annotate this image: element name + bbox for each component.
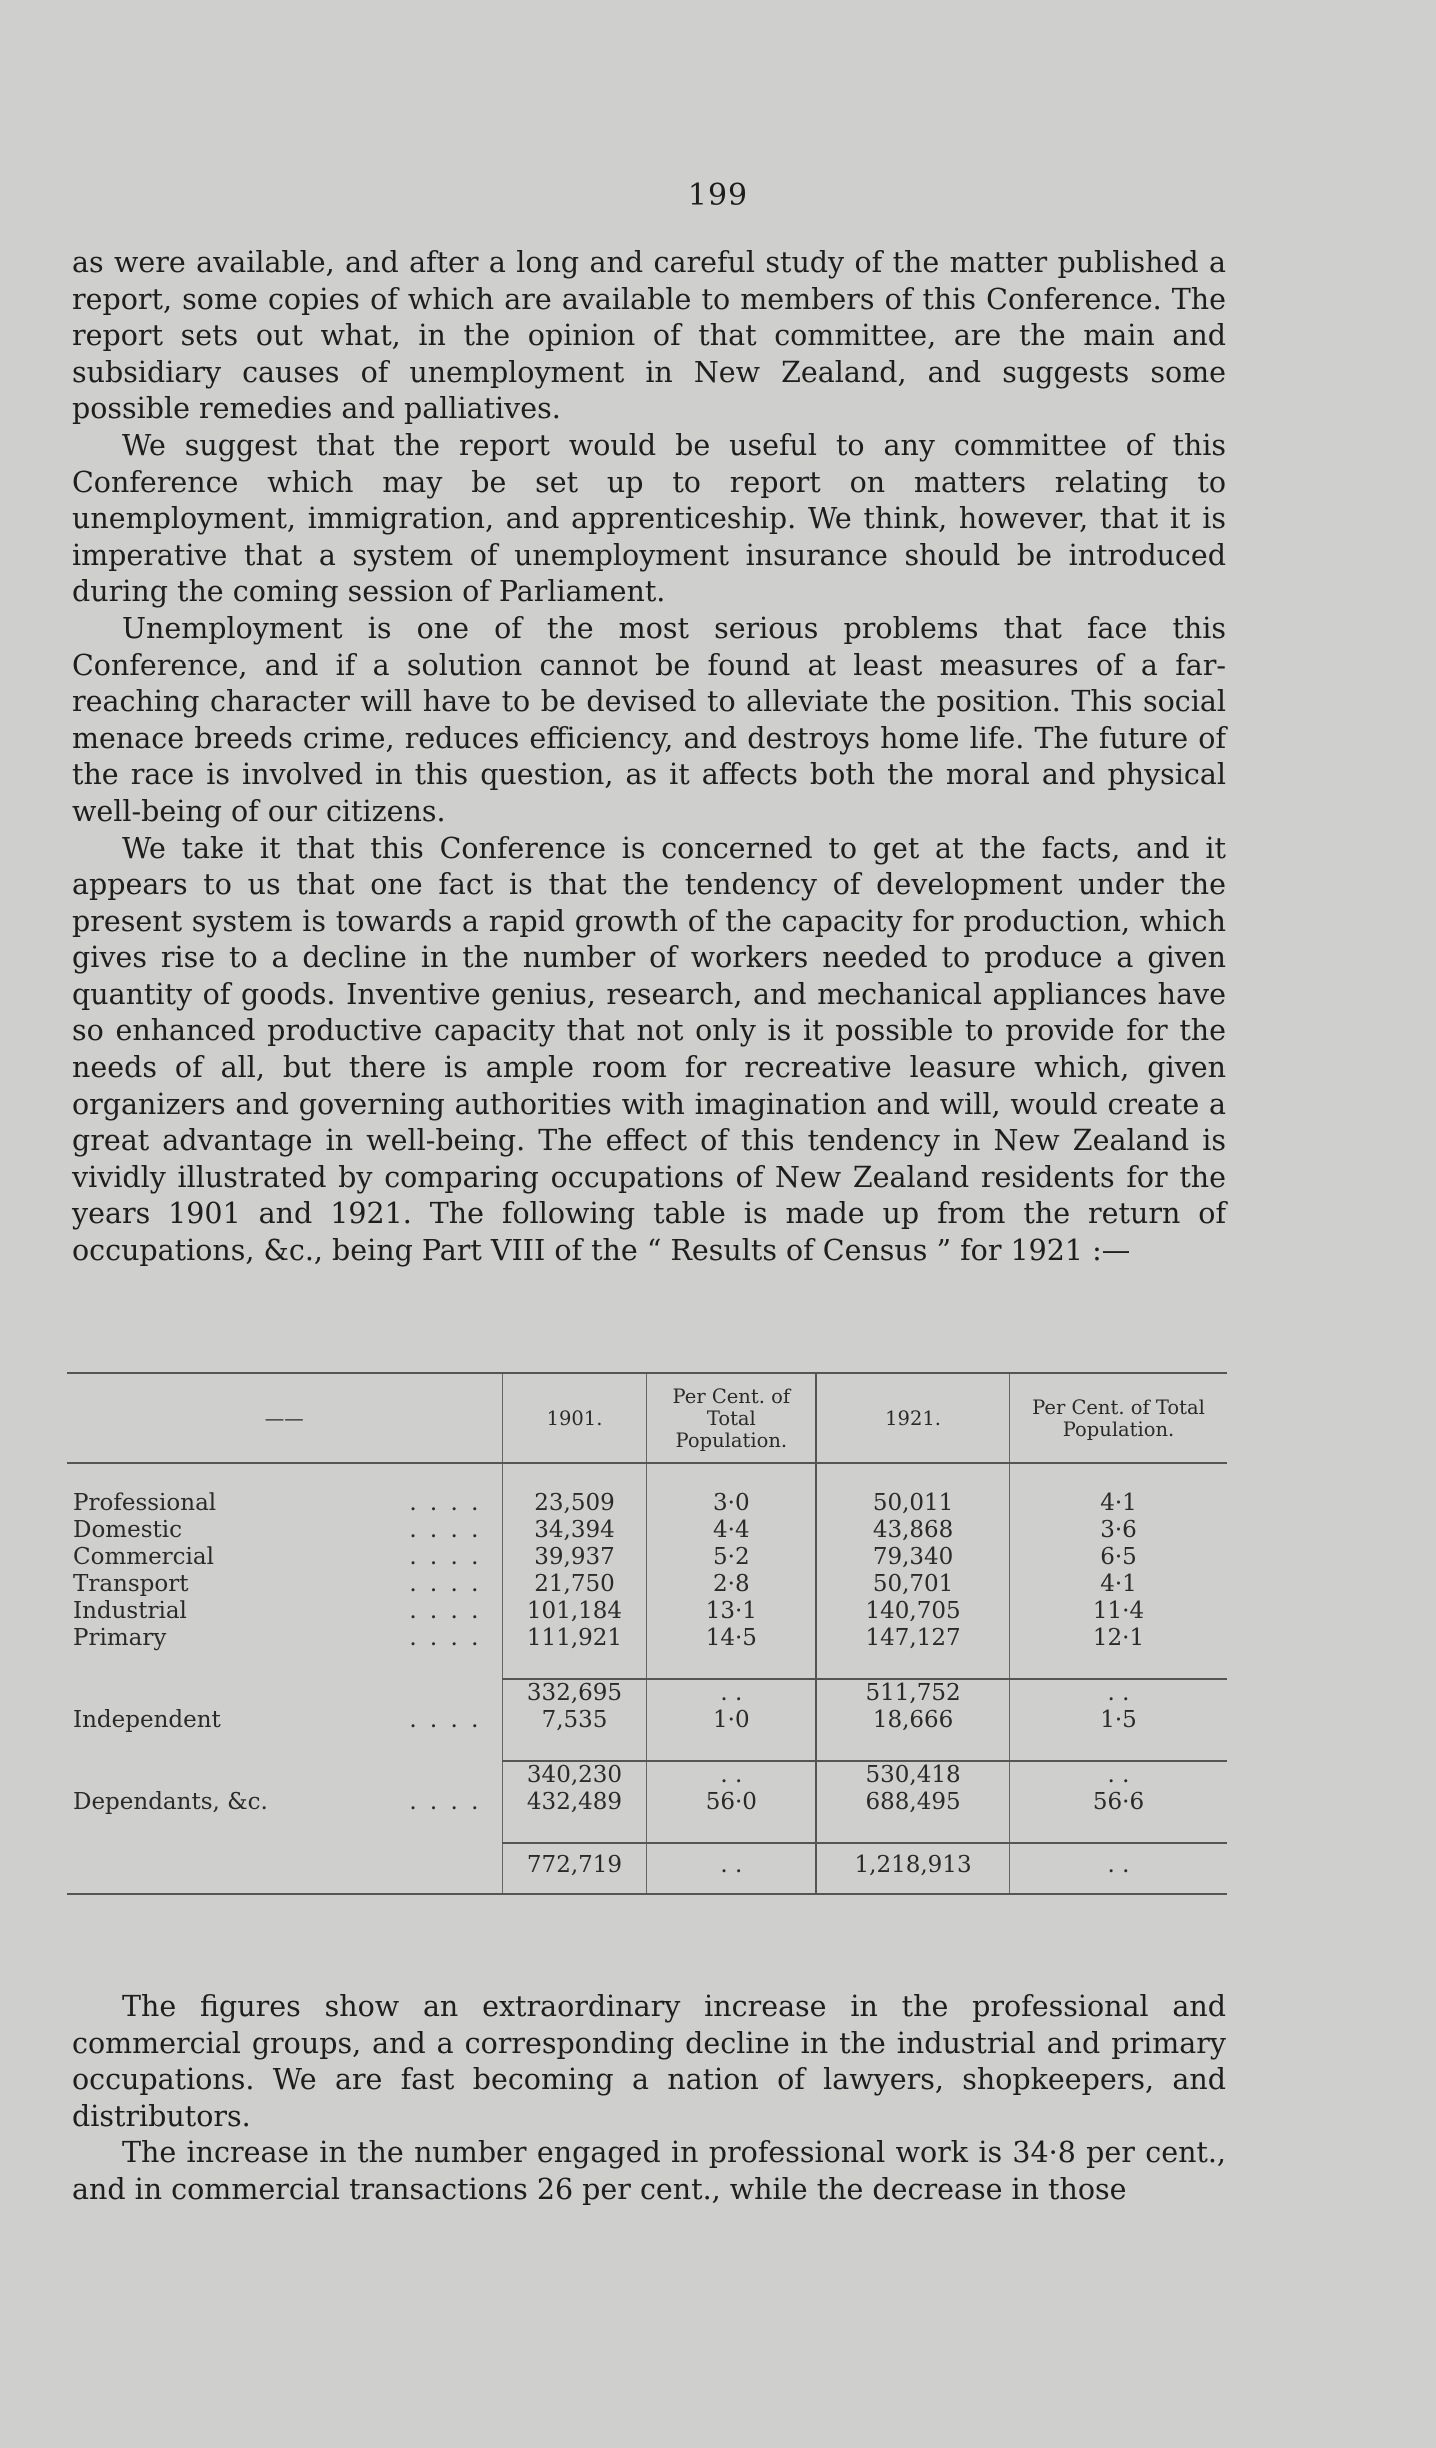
table-row: Domestic . . . . 34,394 4·4 43,868 3·6 (67, 1517, 1227, 1544)
row-label: Professional (73, 1490, 217, 1516)
row-label: Independent (73, 1707, 221, 1733)
paragraph: The increase in the number engaged in professional work is 34·8 per cent., and in commercial transactions 26 per cent., while the decrease in those (72, 2136, 1226, 2206)
row-label: Dependants, &c. (73, 1789, 268, 1815)
table-row: Industrial . . . . 101,184 13·1 140,705 11·4 (67, 1598, 1227, 1625)
row-label: Domestic (73, 1517, 182, 1543)
header-1901: 1901. (502, 1373, 647, 1463)
body-text-continued (72, 1989, 1226, 2209)
table-row: Primary . . . . 111,921 14·5 147,127 12·1 (67, 1625, 1227, 1652)
paragraph: Unemployment is one of the most serious problems that face this Conference, and if a solution cannot be found at least measures of a far-reaching character will have to be devised to alleviate the position. This social menace breeds crime, reduces efficiency, and destroys home life. The future of the race is involved in this question, as it affects both the moral and physical well-being of our citizens. (72, 611, 1226, 828)
page-number: 199 (687, 178, 749, 213)
body-text (72, 245, 1226, 1270)
table-row: Transport . . . . 21,750 2·8 50,701 4·1 (67, 1571, 1227, 1598)
subtotal-row: 340,230 . . 530,418 . . (67, 1761, 1227, 1789)
row-label: Primary (73, 1625, 167, 1651)
row-label: Commercial (73, 1544, 214, 1570)
row-label: Industrial (73, 1598, 187, 1624)
occupations-table (67, 1372, 1227, 1895)
paragraph: We take it that this Conference is concerned to get at the facts, and it appears to us that one fact is that the tendency of development under the present system is towards a rapid growth of the capacity for production, which gives rise to a decline in the number of workers needed to produce a given quantity of goods. Inventive genius, research, and mechanical appliances have so enhanced productive capacity that not only is it possible to provide for the needs of all, but there is ample room for recreative leasure which, given organizers and governing authorities with imagination and will, would create a great advantage in well-being. The effect of this tendency in New Zealand is vividly illustrated by comparing occupations of New Zealand residents for the years 1901 and 1921. The following table is made up from the return of occupations, &c., being Part VIII of the “ Results of Census ” for 1921 :— (72, 831, 1226, 1268)
census-table-wrapper (67, 1372, 1227, 1895)
table-row: Commercial . . . . 39,937 5·2 79,340 6·5 (67, 1544, 1227, 1571)
paragraph: as were available, and after a long and careful study of the matter published a report, some copies of which are available to members of this Conference. The report sets out what, in the opinion of that committee, are the main and subsidiary causes of unemployment in New Zealand, and suggests some possible remedies and palliatives. (72, 246, 1226, 426)
total-row: 772,719 . . 1,218,913 . . (67, 1843, 1227, 1894)
subtotal-row: 332,695 . . 511,752 . . (67, 1679, 1227, 1707)
table-row: Independent . . . . 7,535 1·0 18,666 1·5 (67, 1707, 1227, 1734)
table-row: Professional . . . . 23,509 3·0 50,011 4·1 (67, 1490, 1227, 1517)
header-1921: 1921. (816, 1373, 1009, 1463)
header-blank: —— (67, 1373, 502, 1463)
table-row: Dependants, &c. . . . . 432,489 56·0 688,495 56·6 (67, 1789, 1227, 1816)
table-header-row (67, 1373, 1227, 1463)
paragraph: The figures show an extraordinary increase in the professional and commercial groups, and a corresponding decline in the industrial and primary occupations. We are fast becoming a nation of lawyers, shopkeepers, and distributors. (72, 1990, 1226, 2133)
header-pct-1921: Per Cent. of Total Population. (1009, 1373, 1227, 1463)
row-label: Transport (73, 1571, 189, 1597)
paragraph: We suggest that the report would be useful to any committee of this Conference which may be set up to report on matters relating to unemployment, immigration, and apprenticeship. We think, however, that it is imperative that a system of unemployment insurance should be introduced during the coming session of Parliament. (72, 428, 1226, 609)
header-pct-1901: Per Cent. of Total Population. (647, 1373, 816, 1463)
